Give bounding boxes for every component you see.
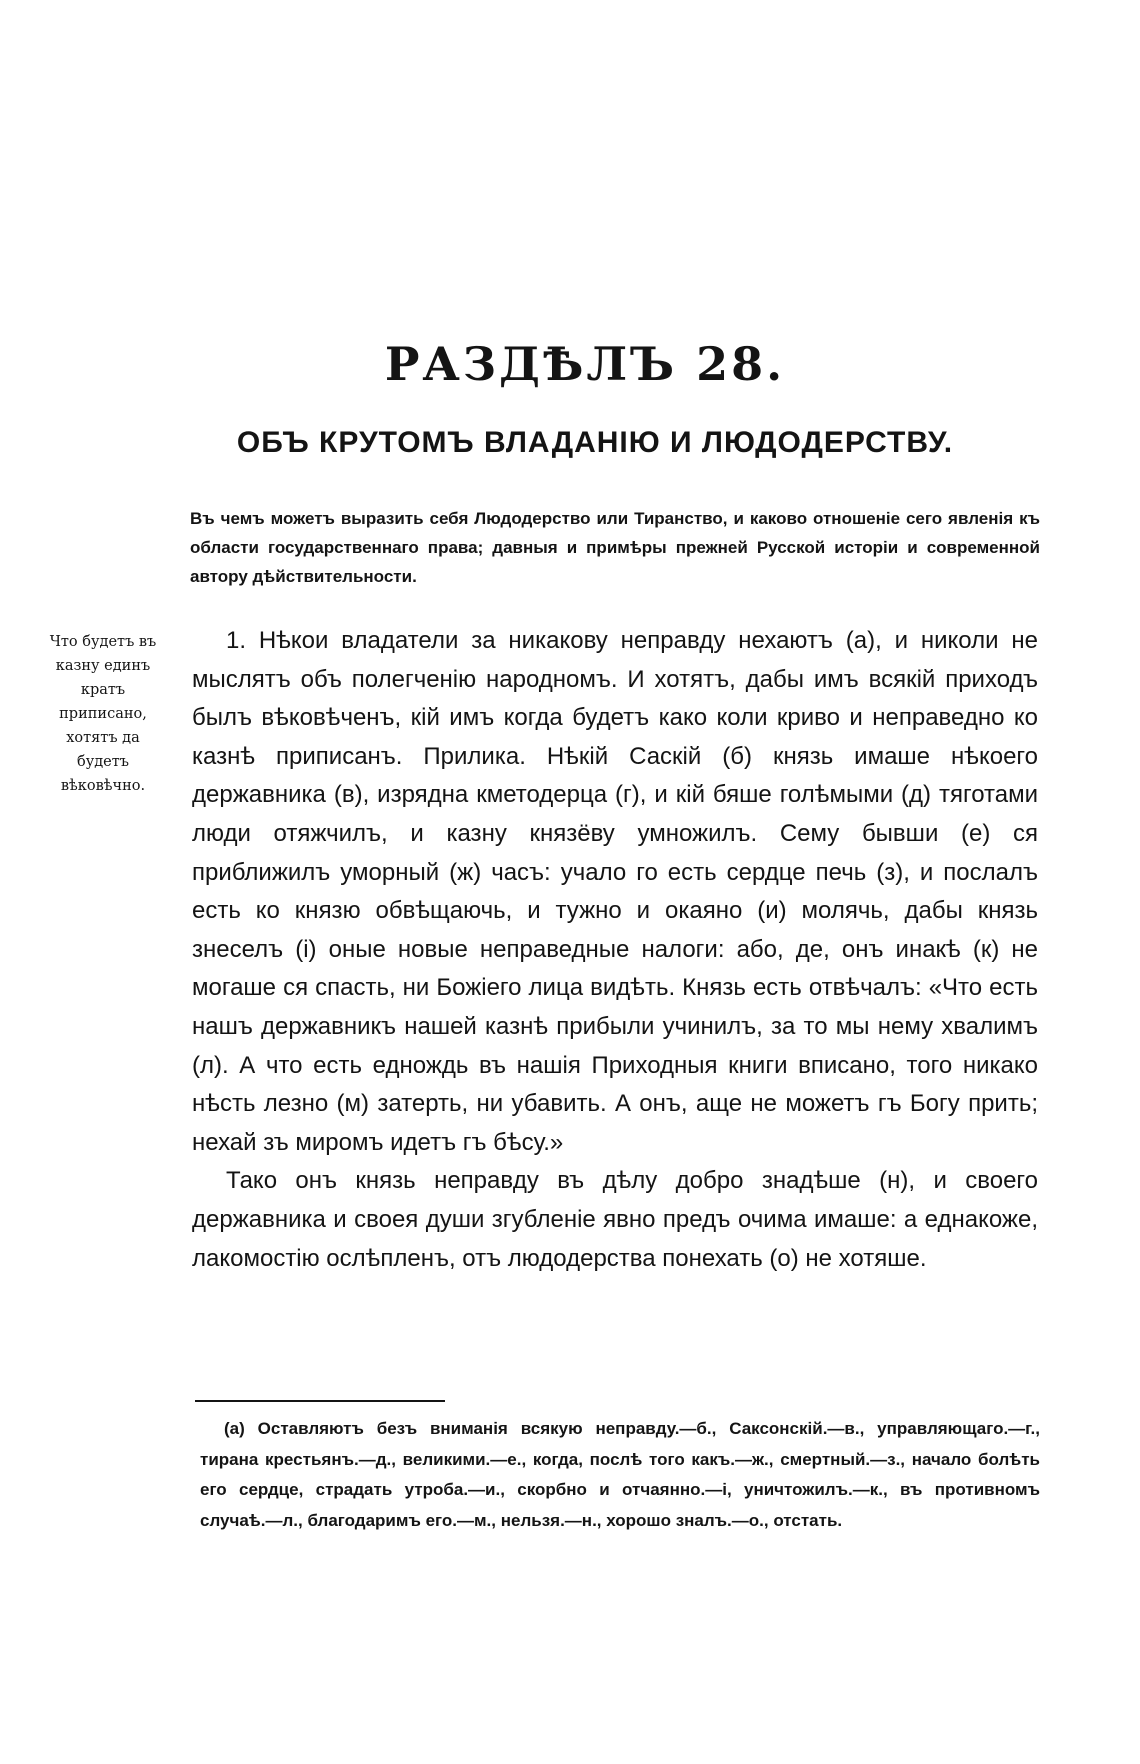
paragraph-2: Тако онъ князь неправду въ дѣлу добро знадѣше (н), и своего державника и своея души згубленіе явно предъ очима имаше: а еднакоже, лакомостію ослѣпленъ, отъ людодерства понехать (о) не хотяше.	[192, 1167, 1038, 1272]
marginal-note: Что будетъ въ казну единъ кратъ приписано, хотятъ да будетъ вѣковѣчно.	[49, 634, 157, 794]
main-text	[192, 622, 1038, 1278]
section-title: РАЗДѢЛЪ 28.	[384, 337, 786, 391]
section-subtitle: ОБЪ КРУТОМЪ ВЛАДАНІЮ И ЛЮДОДЕРСТВУ.	[236, 426, 954, 459]
footnotes: (а) Оставляютъ безъ вниманія всякую неправду.—б., Саксонскій.—в., управляющаго.—г., тирана крестьянъ.—д., великими.—е., когда, послѣ того какъ.—ж., смертный.—з., начало болѣть его сердце, страдать утроба.—и., скорбно и отчаянно.—і, уничтожилъ.—к., въ противномъ случаѣ.—л., благодаримъ его.—м., нельзя.—н., хорошо зналъ.—о., отстать.	[200, 1419, 1040, 1530]
footnote-divider	[195, 1400, 445, 1402]
section-summary: Въ чемъ можетъ выразить себя Людодерство или Тиранство, и каково отношеніе сего явленія къ области государственнаго права; давныя и примѣры прежней Русской исторіи и современной автору дѣйствительности.	[190, 509, 1040, 586]
paragraph-1: 1. Нѣкои владатели за никакову неправду нехаютъ (а), и николи не мыслятъ объ полегченію народномъ. И хотятъ, дабы имъ всякій приходъ былъ вѣковѣченъ, кій имъ когда будетъ како коли криво и неправедно ко казнѣ приписанъ. Прилика. Нѣкій Саскій (б) князь имаше нѣкоего державника (в), изрядна кметодерца (г), и кій бяше голѣмыми (д) тяготами люди отяжчилъ, и казну князёву умножилъ. Сему бывши (е) ся приближилъ уморный (ж) часъ: учало го есть сердце печь (з), и послалъ есть ко князю обвѣщаючь, и тужно и окаяно (и) молячь, дабы князь знеселъ (і) оные новые неправедные налоги: або, де, онъ инакѣ (к) не могаше ся спасть, ни Божіего лица видѣть. Князь есть отвѣчалъ: «Что есть нашъ державникъ нашей казнѣ прибыли учинилъ, за то мы нему хвалимъ (л). А что есть еднождь въ нашія Приходныя книги вписано, того никако нѣсть лезно (м) затерть, ни убавить. А онъ, аще не можетъ гъ Богу прить; нехай зъ миромъ идетъ гъ бѣсу.»	[192, 627, 1038, 1156]
